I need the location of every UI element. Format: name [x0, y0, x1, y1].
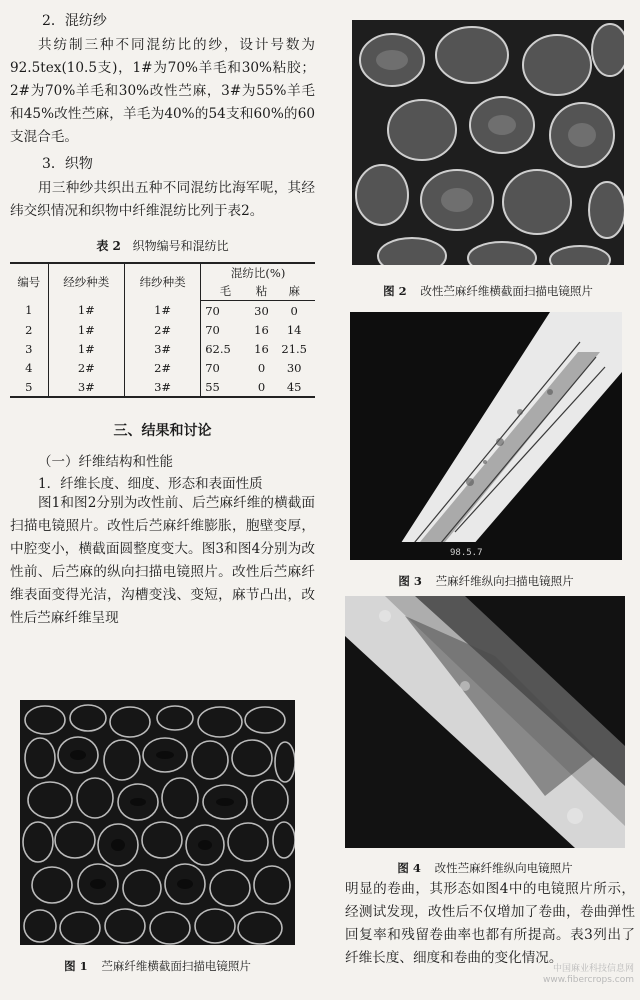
header-blend: 混纺比(%) — [201, 263, 315, 282]
figure-3-image — [350, 312, 622, 560]
section-2-title: 2．混纺纱 — [42, 13, 107, 29]
figure-4-text: 改性苎麻纤维纵向电镜照片 — [434, 861, 573, 875]
cell-warp: 1# — [48, 320, 124, 339]
header-weft: 纬纱种类 — [124, 263, 200, 301]
figure-2-label: 图 2 — [383, 284, 407, 298]
table-2-caption — [10, 237, 315, 254]
subsection-title: （一）纤维结构和性能 — [38, 454, 173, 470]
header-wool: 毛 — [201, 282, 250, 301]
figure-2-text: 改性苎麻纤维横截面扫描电镜照片 — [420, 284, 593, 298]
figure-4-label: 图 4 — [397, 861, 421, 875]
header-ramie: 麻 — [273, 282, 315, 301]
cell-no: 2 — [10, 320, 48, 339]
cell-weft: 1# — [124, 301, 200, 321]
header-warp: 经纱种类 — [48, 263, 124, 301]
cell-weft: 2# — [124, 320, 200, 339]
cell-weft: 3# — [124, 377, 200, 397]
cell-warp: 2# — [48, 358, 124, 377]
table-2-title: 织物编号和混纺比 — [132, 239, 229, 253]
figure-2-sem-micrograph — [352, 20, 624, 265]
figure-3-sem-micrograph — [350, 312, 622, 560]
figure-1-text: 苎麻纤维横截面扫描电镜照片 — [101, 959, 251, 973]
cell-viscose: 30 — [254, 303, 269, 318]
cell-wool: 55 — [201, 377, 250, 397]
cell-viscose: 0 — [250, 377, 274, 397]
cell-no: 5 — [10, 377, 48, 397]
cell-wool: 62.5 — [205, 341, 231, 356]
watermark-url: www.fibercrops.com — [543, 975, 634, 985]
cell-ramie: 14 — [286, 322, 302, 337]
section-3-text: 用三种纱共织出五种不同混纺比海军呢，其经纬交织情况和织物中纤维混纺比列于表2。 — [10, 180, 315, 219]
figure-3-caption — [350, 573, 622, 589]
cell-weft: 3# — [124, 339, 200, 358]
section-2-text: 共纺制三种不同混纺比的纱，设计号数为92.5tex(10.5支)，1#为70%羊毛和30%粘胶；2#为70%羊毛和30%改性苎麻，3#为55%羊毛和45%改性苎麻，羊毛为40%的54支和60%的60支混合毛。 — [10, 37, 315, 145]
section-results-title: 三、结果和讨论 — [113, 423, 212, 439]
table-2 — [10, 262, 315, 398]
subsubsection-title: 1．纤维长度、细度、形态和表面性质 — [38, 476, 263, 492]
figure-1-sem-micrograph — [20, 700, 295, 945]
cell-ramie: 21.5 — [281, 341, 307, 356]
cell-wool: 70 — [205, 360, 220, 375]
figure-2-caption — [352, 283, 624, 299]
left-column — [10, 8, 315, 630]
cell-wool: 70 — [205, 322, 220, 337]
table-row — [10, 339, 315, 358]
figure-3-label: 图 3 — [398, 574, 422, 588]
cell-warp: 1# — [48, 301, 124, 321]
cell-ramie: 45 — [273, 377, 315, 397]
body-text-left: 图1和图2分别为改性前、后苎麻纤维的横截面扫描电镜照片。改性后苎麻纤维膨胀，胞壁变厚，中腔变小，横截面圆整度变大。图3和图4分别为改性前、后苎麻的纵向扫描电镜照片。改性后苎麻纤维表面变得光洁，沟槽变浅、变短，麻节凸出，改性后苎麻纤维呈现 — [10, 495, 315, 626]
table-row — [10, 320, 315, 339]
cell-wool: 70 — [205, 303, 220, 318]
watermark — [543, 964, 634, 986]
cell-warp: 3# — [48, 377, 124, 397]
cell-weft: 2# — [124, 358, 200, 377]
cell-ramie: 0 — [290, 303, 298, 318]
table-row — [10, 301, 315, 321]
cell-no: 1 — [10, 301, 48, 321]
cell-viscose: 16 — [254, 341, 269, 356]
figure-3-scale-text: 98.5.7 — [450, 548, 483, 558]
cell-viscose: 16 — [254, 322, 269, 337]
figure-4-caption — [345, 860, 625, 876]
right-column-text — [345, 878, 635, 970]
table-row — [10, 377, 315, 397]
body-text-right: 明显的卷曲，其形态如图4中的电镜照片所示，经测试发现，改性后不仅增加了卷曲，卷曲弹性回复率和残留卷曲率也都有所提高。表3列出了纤维长度、细度和卷曲的变化情况。 — [345, 881, 635, 966]
table-row — [10, 358, 315, 377]
figure-2-image — [352, 20, 624, 265]
figure-4-sem-micrograph — [345, 596, 625, 848]
table-2-label: 表 2 — [96, 239, 121, 253]
cell-warp: 1# — [48, 339, 124, 358]
header-viscose: 粘 — [250, 282, 274, 301]
section-3-title: 3．织物 — [42, 156, 93, 172]
figure-4-image — [345, 596, 625, 848]
watermark-cn: 中国麻业科技信息网 — [552, 964, 634, 974]
figure-1-label: 图 1 — [64, 959, 88, 973]
cell-no: 3 — [10, 339, 48, 358]
figure-1-image — [20, 700, 295, 945]
cell-ramie: 30 — [286, 360, 302, 375]
cell-no: 4 — [10, 358, 48, 377]
figure-1-caption — [20, 958, 295, 974]
cell-viscose: 0 — [257, 360, 266, 375]
header-no: 编号 — [10, 263, 48, 301]
figure-3-text: 苎麻纤维纵向扫描电镜照片 — [435, 574, 574, 588]
